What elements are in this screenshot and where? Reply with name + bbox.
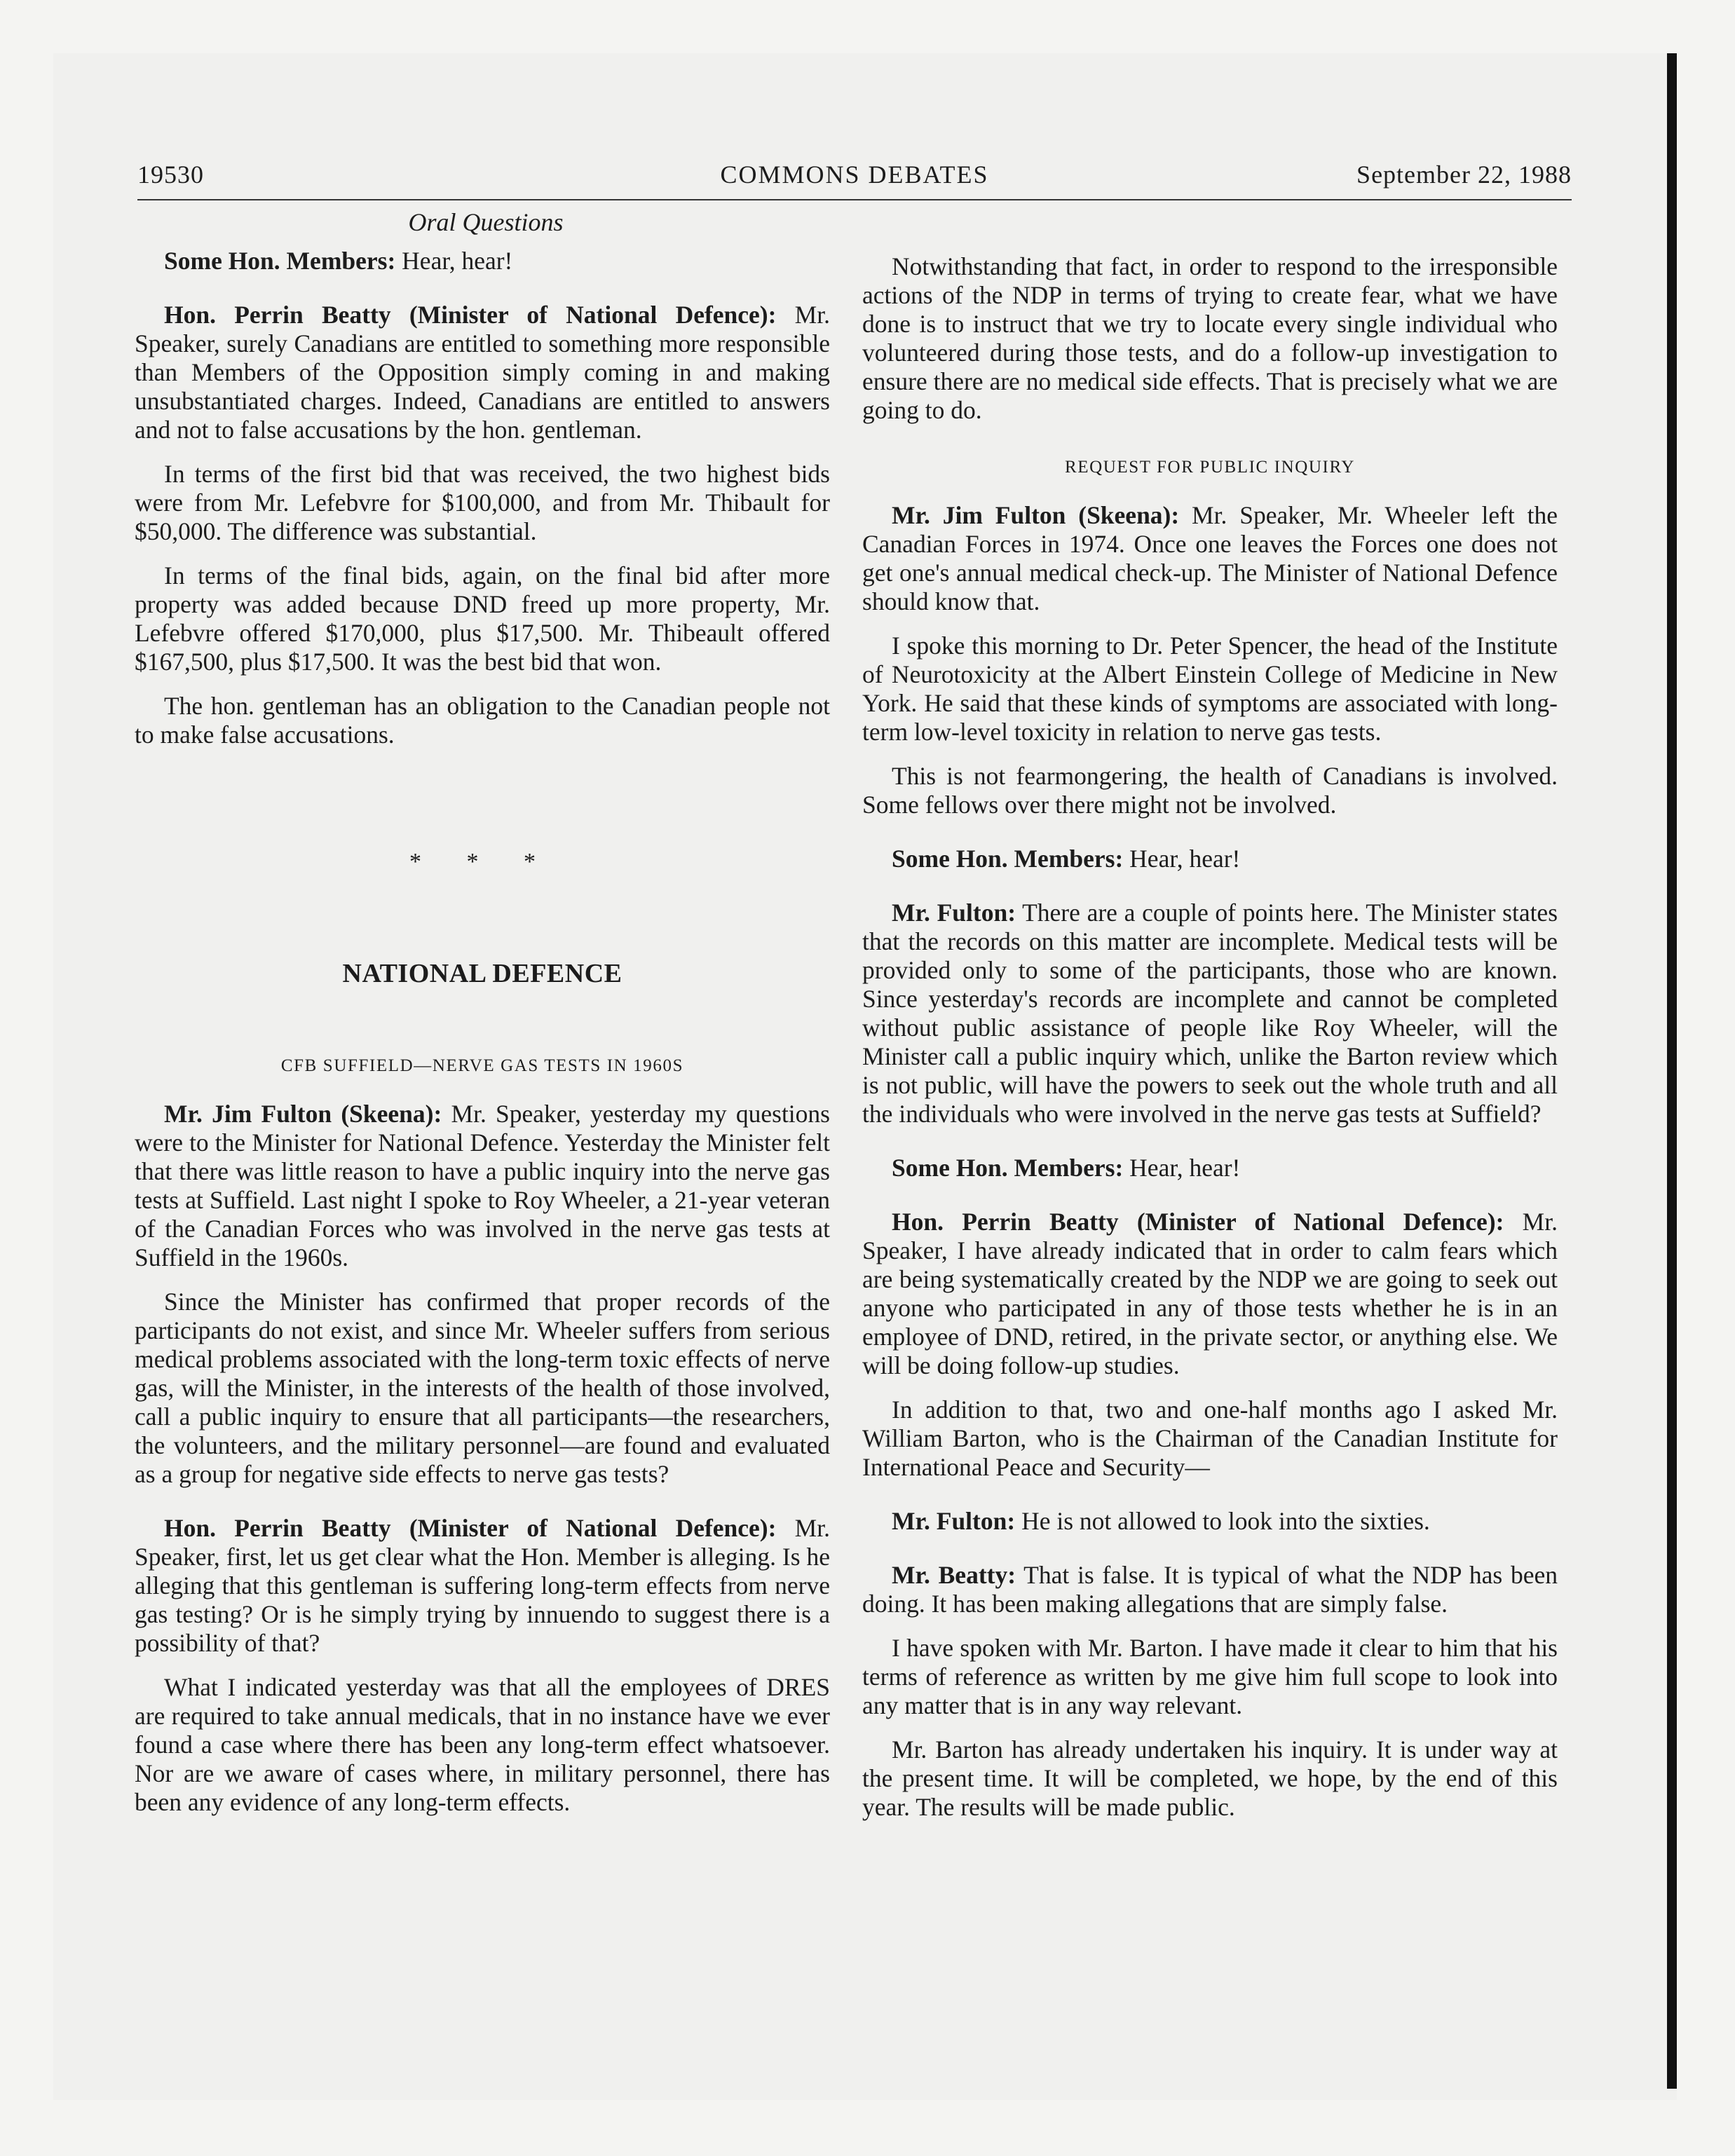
speaker-name: Mr. Fulton: [892, 899, 1016, 927]
speech-text: Mr. Speaker, first, let us get clear what the Hon. Member is alleging. Is he alleging that this gentleman is suffering long-term effects from nerve gas testing? Or is he simply trying by innuendo to suggest there is a possibility of that? [135, 1514, 830, 1657]
paragraph: I have spoken with Mr. Barton. I have made it clear to him that his terms of reference as written by me give him full scope to look into any matter that is in any way relevant. [862, 1634, 1558, 1719]
speaker-name: Some Hon. Members: [164, 247, 396, 275]
paragraph: The hon. gentleman has an obligation to the Canadian people not to make false accusations. [135, 692, 830, 749]
paragraph: In terms of the final bids, again, on the final bid after more property was added because DND freed up more property, Mr. Lefebvre offered $170,000, plus $17,500. Mr. Thibeault offered $167,500, plus $17,500. It was the best bid that won. [135, 561, 830, 676]
paragraph [135, 1100, 830, 1272]
paragraph [135, 247, 830, 275]
speaker-name: Mr. Jim Fulton (Skeena): [892, 501, 1180, 529]
paragraph [862, 899, 1558, 1128]
paragraph [135, 301, 830, 444]
publication-date: September 22, 1988 [1356, 161, 1572, 189]
speech-text: That is false. It is typical of what the NDP has been doing. It has been making allegations that are simply false. [862, 1561, 1558, 1618]
paragraph: Mr. Barton has already undertaken his inquiry. It is under way at the present time. It will be completed, we hope, by the end of this year. The results will be made public. [862, 1735, 1558, 1821]
speaker-name: Hon. Perrin Beatty (Minister of National Defence): [164, 301, 777, 329]
speaker-name: Hon. Perrin Beatty (Minister of National Defence): [892, 1208, 1504, 1236]
speech-text: Hear, hear! [1123, 845, 1241, 873]
subsection-heading: REQUEST FOR PUBLIC INQUIRY [1064, 458, 1356, 477]
paragraph: This is not fearmongering, the health of Canadians is involved. Some fellows over there might not be involved. [862, 762, 1558, 819]
paragraph [862, 1507, 1558, 1536]
paragraph: What I indicated yesterday was that all the employees of DRES are required to take annual medicals, that in no instance have we ever found a case where there has been any long-term effect whatsoever. Nor are we aware of cases where, in military personnel, there has been any evidence of any long-term effects. [135, 1673, 830, 1816]
left-column [135, 247, 830, 1832]
speech-text: Mr. Speaker, Mr. Wheeler left the Canadian Forces in 1974. Once one leaves the Forces one does not get one's annual medical check-up. The Minister of National Defence should know that. [862, 501, 1558, 615]
paragraph: In terms of the first bid that was received, the two highest bids were from Mr. Lefebvre for $100,000, and from Mr. Thibault for $50,000. The difference was substantial. [135, 460, 830, 545]
paragraph [862, 501, 1558, 616]
paragraph: Since the Minister has confirmed that proper records of the participants do not exist, and since Mr. Wheeler suffers from serious medical problems associated with the long-term toxic effects of nerve gas, will the Minister, in the interests of the health of those involved, call a public inquiry to ensure that all participants—the researchers, the volunteers, and the military personnel—are found and evaluated as a group for negative side effects to nerve gas tests? [135, 1288, 830, 1488]
speech-text: Hear, hear! [1123, 1154, 1241, 1182]
paragraph [135, 1514, 830, 1658]
speech-text: Hear, hear! [395, 247, 513, 275]
paragraph: Notwithstanding that fact, in order to respond to the irresponsible actions of the NDP in terms of trying to create fear, what we have done is to instruct that we try to locate every single individual who volunteered during those tests, and do a follow-up investigation to ensure there are no medical side effects. That is precisely what we are going to do. [862, 252, 1558, 424]
section-divider: * * * [409, 849, 555, 875]
speech-text: He is not allowed to look into the sixties. [1015, 1507, 1430, 1535]
speaker-name: Mr. Fulton: [892, 1507, 1016, 1535]
paragraph [862, 845, 1558, 873]
speech-text: Mr. Speaker, surely Canadians are entitled to something more responsible than Members of the Opposition simply coming in and making unsubstantiated charges. Indeed, Canadians are entitled to answers and not to false accusations by the hon. gentleman. [135, 301, 830, 444]
speaker-name: Hon. Perrin Beatty (Minister of National Defence): [164, 1514, 777, 1542]
paragraph [862, 1208, 1558, 1380]
page-edge-shadow [1667, 53, 1677, 2089]
speech-text: There are a couple of points here. The Minister states that the records on this matter are incomplete. Medical tests will be provided only to some of the participants, those who are known. Since yesterday's records are incomplete and cannot be completed without public assistance of people like Roy Wheeler, will the Minister call a public inquiry which, unlike the Barton review which is not public, will have the powers to seek out the whole truth and all the individuals who were involved in the nerve gas tests at Suffield? [862, 899, 1558, 1128]
paragraph [862, 1154, 1558, 1182]
speaker-name: Some Hon. Members: [892, 845, 1124, 873]
right-column [862, 252, 1558, 1837]
speaker-name: Mr. Jim Fulton (Skeena): [164, 1100, 442, 1128]
paragraph: I spoke this morning to Dr. Peter Spencer, the head of the Institute of Neurotoxicity at the Albert Einstein College of Medicine in New York. He said that these kinds of symptoms are associated with long-term low-level toxicity in relation to nerve gas tests. [862, 632, 1558, 746]
speaker-name: Some Hon. Members: [892, 1154, 1124, 1182]
subsection-heading: CFB SUFFIELD—NERVE GAS TESTS IN 1960S [280, 1056, 684, 1075]
paragraph: In addition to that, two and one-half months ago I asked Mr. William Barton, who is the Chairman of the Canadian Institute for International Peace and Security— [862, 1396, 1558, 1481]
section-label: Oral Questions [408, 208, 564, 236]
paragraph [862, 1561, 1558, 1618]
speech-text: Mr. Speaker, I have already indicated that in order to calm fears which are being systematically created by the NDP we are going to seek out anyone who participated in any of those tests whether he is in an employee of DND, retired, in the private sector, or anything else. We will be doing follow-up studies. [862, 1208, 1558, 1379]
publication-title: COMMONS DEBATES [720, 161, 989, 189]
page-number: 19530 [137, 161, 204, 189]
speaker-name: Mr. Beatty: [892, 1561, 1016, 1589]
page-header [137, 160, 1572, 200]
speech-text: Mr. Speaker, yesterday my questions were to the Minister for National Defence. Yesterday the Minister felt that there was little reason to have a public inquiry into the nerve gas tests at Suffield. Last night I spoke to Roy Wheeler, a 21-year veteran of the Canadian Forces who was involved in the nerve gas tests at Suffield in the 1960s. [135, 1100, 830, 1271]
section-heading: NATIONAL DEFENCE [342, 959, 622, 988]
